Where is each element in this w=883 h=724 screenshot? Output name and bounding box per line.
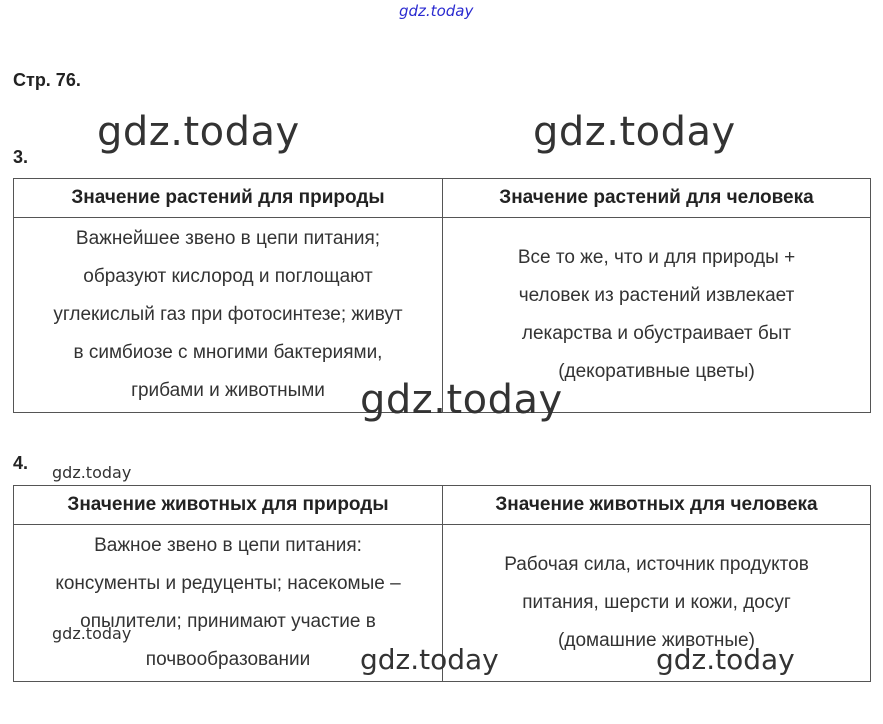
- table-header: Значение растений для природы: [14, 179, 443, 218]
- watermark-big: gdz.today: [360, 377, 563, 423]
- cell-line: образуют кислород и поглощают: [83, 266, 373, 287]
- watermark-big: gdz.today: [533, 109, 736, 155]
- cell-line: Все то же, что и для природы +: [517, 247, 796, 268]
- cell-line: (домашние животные): [558, 630, 755, 651]
- watermark-top: gdz.today: [399, 2, 474, 20]
- cell-line: Рабочая сила, источник продуктов: [504, 554, 809, 575]
- task-4-number: 4.: [13, 453, 29, 473]
- watermark-small: gdz.today: [52, 463, 132, 482]
- cell-line: Важнейшее звено в цепи питания;: [75, 228, 381, 249]
- cell-line: человек из растений извлекает: [518, 285, 795, 306]
- cell-line: грибами и животными: [131, 380, 325, 401]
- watermark-mid: gdz.today: [656, 643, 795, 676]
- cell-line: опылители; принимают участие в: [80, 611, 376, 632]
- cell-line: лекарства и обустраивает быт: [521, 323, 792, 344]
- watermark-mid: gdz.today: [360, 643, 499, 676]
- cell-line: питания, шерсти и кожи, досуг: [522, 592, 791, 613]
- cell-line: консументы и редуценты; насекомые –: [55, 573, 401, 594]
- cell-line: в симбиозе с многими бактериями,: [73, 342, 383, 363]
- watermark-small: gdz.today: [52, 624, 132, 643]
- table-header: Значение животных для природы: [14, 486, 443, 525]
- page-label: Стр. 76.: [13, 70, 81, 90]
- table-header: Значение растений для человека: [443, 179, 871, 218]
- cell-line: Важное звено в цепи питания:: [94, 535, 362, 556]
- cell-line: углекислый газ при фотосинтезе; живут: [53, 304, 403, 325]
- table-header: Значение животных для человека: [443, 486, 871, 525]
- cell-line: (декоративные цветы): [558, 361, 755, 382]
- task-3-number: 3.: [13, 147, 29, 167]
- watermark-big: gdz.today: [97, 109, 300, 155]
- cell-line: почвообразовании: [145, 649, 311, 670]
